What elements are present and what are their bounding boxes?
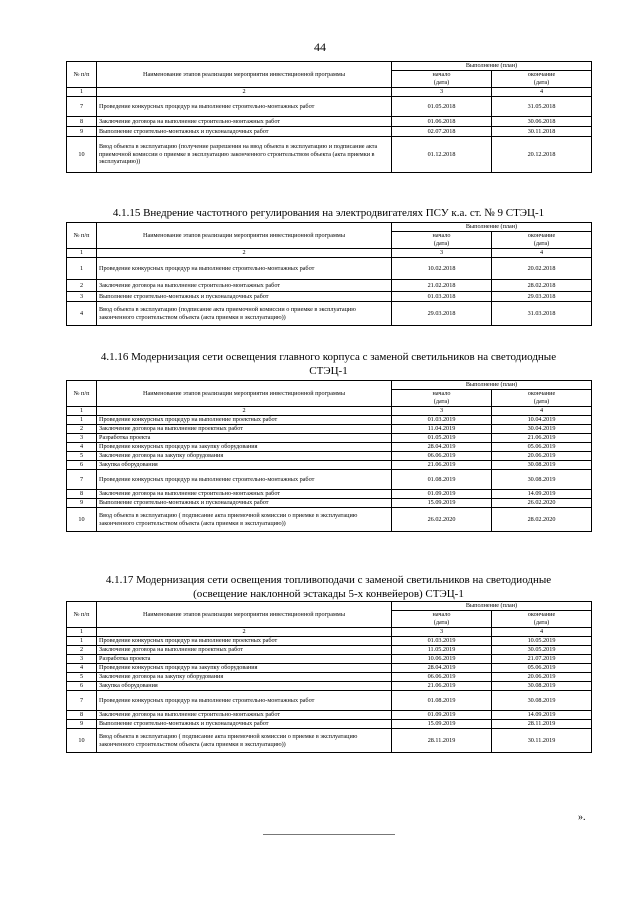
footer-rule: [263, 834, 395, 835]
start-date-cell: 06.06.2019: [392, 673, 492, 682]
section-title-text: 4.1.15 Внедрение частотного регулирования на электродвигателях ПСУ к.а. ст. № 9 СТЭЦ-1: [112, 207, 545, 219]
table-row: [67, 280, 592, 292]
table-header-row: [67, 602, 592, 611]
end-date-cell: 20.06.2019: [492, 673, 592, 682]
col-header-end: окончание (дата): [492, 71, 592, 88]
stage-name-cell: Проведение конкурсных процедур на закупку оборудования: [97, 443, 392, 452]
start-date-cell: 01.03.2019: [392, 637, 492, 646]
start-date-cell: 01.05.2018: [392, 97, 492, 117]
stage-name-cell: Проведение конкурсных процедур на выполнение проектных работ: [97, 637, 392, 646]
end-date-cell: 28.02.2018: [492, 280, 592, 292]
column-index-cell: 3: [392, 88, 492, 97]
start-date-cell: 01.09.2019: [392, 711, 492, 720]
table-index-row: [67, 249, 592, 258]
section-4-1-15-title: [66, 206, 591, 220]
end-date-cell: 05.06.2019: [492, 664, 592, 673]
end-date-cell: 20.06.2019: [492, 452, 592, 461]
stage-name-cell: Ввод объекта в эксплуатацию (подписание акта приемочной комиссии о приемке в эксплуатацию законченного строительством объекта (акта приемки в эксплуатацию)): [97, 302, 392, 326]
section-title-line-2: СТЭЦ-1: [309, 365, 348, 377]
table-row: [67, 655, 592, 664]
section-4-1-17-title: [66, 573, 591, 601]
row-number-cell: 2: [67, 280, 97, 292]
row-number-cell: 8: [67, 117, 97, 127]
row-number-cell: 9: [67, 127, 97, 137]
row-number-cell: 9: [67, 720, 97, 729]
table-row: [67, 425, 592, 434]
section-title-line-1: 4.1.17 Модернизация сети освещения топливоподачи с заменой светильников на светодиодные: [105, 574, 552, 586]
col-header-number: № п/п: [67, 62, 97, 88]
table-row: [67, 302, 592, 326]
start-date-cell: 01.09.2019: [392, 490, 492, 499]
schedule-table-4-1-15: [66, 222, 592, 326]
start-date-cell: 01.12.2018: [392, 137, 492, 173]
col-header-end: окончание (дата): [492, 611, 592, 628]
start-date-cell: 02.07.2018: [392, 127, 492, 137]
table-row: [67, 127, 592, 137]
table-row: [67, 729, 592, 753]
start-date-cell: 10.06.2019: [392, 655, 492, 664]
table-row: [67, 508, 592, 532]
end-date-cell: 28.02.2020: [492, 508, 592, 532]
column-index-cell: 3: [392, 407, 492, 416]
end-date-cell: 30.08.2019: [492, 461, 592, 470]
column-index-cell: 1: [67, 249, 97, 258]
col-header-number: № п/п: [67, 223, 97, 249]
col-header-number: № п/п: [67, 381, 97, 407]
row-number-cell: 7: [67, 691, 97, 711]
col-header-stage-name: Наименование этапов реализации мероприятия инвестиционной программы: [97, 602, 392, 628]
start-date-cell: 01.03.2018: [392, 292, 492, 302]
end-date-cell: 05.06.2019: [492, 443, 592, 452]
table-row: [67, 691, 592, 711]
row-number-cell: 2: [67, 646, 97, 655]
start-date-cell: 21.06.2019: [392, 682, 492, 691]
row-number-cell: 9: [67, 499, 97, 508]
start-date-cell: 11.04.2019: [392, 425, 492, 434]
stage-name-cell: Заключение договора на выполнение строительно-монтажных работ: [97, 280, 392, 292]
table-index-row: [67, 88, 592, 97]
row-number-cell: 4: [67, 443, 97, 452]
stage-name-cell: Проведение конкурсных процедур на выполнение строительно-монтажных работ: [97, 97, 392, 117]
start-date-cell: 21.02.2018: [392, 280, 492, 292]
row-number-cell: 5: [67, 452, 97, 461]
stage-name-cell: Заключение договора на закупку оборудования: [97, 452, 392, 461]
col-header-stage-name: Наименование этапов реализации мероприятия инвестиционной программы: [97, 381, 392, 407]
table-row: [67, 490, 592, 499]
end-date-cell: 30.08.2019: [492, 682, 592, 691]
table-header-row: [67, 62, 592, 71]
stage-name-cell: Выполнение строительно-монтажных и пусконаладочных работ: [97, 127, 392, 137]
end-date-cell: 29.03.2018: [492, 292, 592, 302]
end-date-cell: 30.04.2019: [492, 425, 592, 434]
table-row: [67, 117, 592, 127]
start-date-cell: 01.06.2018: [392, 117, 492, 127]
table-row: [67, 137, 592, 173]
stage-name-cell: Проведение конкурсных процедур на выполнение строительно-монтажных работ: [97, 691, 392, 711]
table-row: [67, 443, 592, 452]
end-date-cell: 28.11.2019: [492, 720, 592, 729]
section-title-line-2: (освещение наклонной эстакады 5-х конвейеров) СТЭЦ-1: [193, 588, 464, 600]
end-date-cell: 30.05.2019: [492, 646, 592, 655]
column-index-cell: 2: [97, 88, 392, 97]
row-number-cell: 6: [67, 461, 97, 470]
table-row: [67, 452, 592, 461]
table-row: [67, 292, 592, 302]
table-index-row: [67, 407, 592, 416]
stage-name-cell: Проведение конкурсных процедур на выполнение строительно-монтажных работ: [97, 258, 392, 280]
stage-name-cell: Заключение договора на выполнение строительно-монтажных работ: [97, 490, 392, 499]
stage-name-cell: Выполнение строительно-монтажных и пусконаладочных работ: [97, 720, 392, 729]
end-date-cell: 21.07.2019: [492, 655, 592, 664]
stage-name-cell: Закупка оборудования: [97, 682, 392, 691]
column-index-cell: 4: [492, 249, 592, 258]
end-date-cell: 21.06.2019: [492, 434, 592, 443]
row-number-cell: 1: [67, 416, 97, 425]
start-date-cell: 01.03.2019: [392, 416, 492, 425]
row-number-cell: 7: [67, 470, 97, 490]
col-header-execution-plan: Выполнение (план): [392, 381, 592, 390]
stage-name-cell: Ввод объекта в эксплуатацию (получение разрешения на ввод объекта в эксплуатацию и подписание акта приемочной комиссии о приемке в эксплуатацию законченного строительством объекта (акта приемки в эксплуатацию)): [97, 137, 392, 173]
end-date-cell: 20.12.2018: [492, 137, 592, 173]
end-date-cell: 26.02.2020: [492, 499, 592, 508]
table-row: [67, 461, 592, 470]
row-number-cell: 7: [67, 97, 97, 117]
start-date-cell: 15.09.2019: [392, 720, 492, 729]
start-date-cell: 15.09.2019: [392, 499, 492, 508]
row-number-cell: 3: [67, 434, 97, 443]
schedule-table-continued: [66, 61, 592, 173]
stage-name-cell: Заключение договора на выполнение строительно-монтажных работ: [97, 711, 392, 720]
end-date-cell: 30.08.2019: [492, 470, 592, 490]
start-date-cell: 01.08.2019: [392, 470, 492, 490]
start-date-cell: 11.05.2019: [392, 646, 492, 655]
start-date-cell: 28.04.2019: [392, 443, 492, 452]
table-row: [67, 682, 592, 691]
stage-name-cell: Выполнение строительно-монтажных и пусконаладочных работ: [97, 499, 392, 508]
end-date-cell: 30.06.2018: [492, 117, 592, 127]
table-index-row: [67, 628, 592, 637]
stage-name-cell: Заключение договора на выполнение строительно-монтажных работ: [97, 117, 392, 127]
table-row: [67, 97, 592, 117]
end-date-cell: 31.05.2018: [492, 97, 592, 117]
column-index-cell: 3: [392, 628, 492, 637]
table-row: [67, 711, 592, 720]
table-row: [67, 434, 592, 443]
start-date-cell: 26.02.2020: [392, 508, 492, 532]
stage-name-cell: Проведение конкурсных процедур на выполнение строительно-монтажных работ: [97, 470, 392, 490]
table-row: [67, 664, 592, 673]
column-index-cell: 1: [67, 88, 97, 97]
col-header-end: окончание (дата): [492, 232, 592, 249]
section-title-line-1: 4.1.16 Модернизация сети освещения главного корпуса с заменой светильников на светодиодные: [100, 351, 557, 363]
column-index-cell: 1: [67, 628, 97, 637]
col-header-start: начало (дата): [392, 71, 492, 88]
col-header-execution-plan: Выполнение (план): [392, 62, 592, 71]
stage-name-cell: Разработка проекта: [97, 655, 392, 664]
col-header-execution-plan: Выполнение (план): [392, 223, 592, 232]
start-date-cell: 28.04.2019: [392, 664, 492, 673]
row-number-cell: 10: [67, 508, 97, 532]
column-index-cell: 4: [492, 88, 592, 97]
col-header-start: начало (дата): [392, 390, 492, 407]
col-header-end: окончание (дата): [492, 390, 592, 407]
stage-name-cell: Выполнение строительно-монтажных и пусконаладочных работ: [97, 292, 392, 302]
row-number-cell: 8: [67, 711, 97, 720]
table-row: [67, 637, 592, 646]
start-date-cell: 29.03.2018: [392, 302, 492, 326]
start-date-cell: 06.06.2019: [392, 452, 492, 461]
table-row: [67, 416, 592, 425]
end-date-cell: 20.02.2018: [492, 258, 592, 280]
stage-name-cell: Проведение конкурсных процедур на закупку оборудования: [97, 664, 392, 673]
stage-name-cell: Заключение договора на выполнение проектных работ: [97, 646, 392, 655]
stage-name-cell: Закупка оборудования: [97, 461, 392, 470]
table-row: [67, 470, 592, 490]
section-4-1-16-title: [66, 350, 591, 378]
col-header-start: начало (дата): [392, 232, 492, 249]
table-row: [67, 673, 592, 682]
end-date-cell: 14.09.2019: [492, 711, 592, 720]
col-header-execution-plan: Выполнение (план): [392, 602, 592, 611]
start-date-cell: 10.02.2018: [392, 258, 492, 280]
row-number-cell: 4: [67, 664, 97, 673]
column-index-cell: 2: [97, 249, 392, 258]
stage-name-cell: Заключение договора на закупку оборудования: [97, 673, 392, 682]
row-number-cell: 5: [67, 673, 97, 682]
end-date-cell: 14.09.2019: [492, 490, 592, 499]
col-header-stage-name: Наименование этапов реализации мероприятия инвестиционной программы: [97, 62, 392, 88]
end-date-cell: 31.03.2018: [492, 302, 592, 326]
end-date-cell: 30.11.2018: [492, 127, 592, 137]
stage-name-cell: Ввод объекта в эксплуатацию ( подписание акта приемочной комиссии о приемке в эксплуатацию законченного строительством объекта (акта приемки в эксплуатацию)): [97, 729, 392, 753]
row-number-cell: 6: [67, 682, 97, 691]
start-date-cell: 01.05.2019: [392, 434, 492, 443]
column-index-cell: 4: [492, 407, 592, 416]
schedule-table-4-1-17: [66, 601, 592, 753]
start-date-cell: 21.06.2019: [392, 461, 492, 470]
start-date-cell: 28.11.2019: [392, 729, 492, 753]
closing-mark: ».: [578, 812, 586, 823]
end-date-cell: 30.08.2019: [492, 691, 592, 711]
row-number-cell: 10: [67, 137, 97, 173]
stage-name-cell: Заключение договора на выполнение проектных работ: [97, 425, 392, 434]
column-index-cell: 1: [67, 407, 97, 416]
start-date-cell: 01.08.2019: [392, 691, 492, 711]
stage-name-cell: Проведение конкурсных процедур на выполнение проектных работ: [97, 416, 392, 425]
table-row: [67, 646, 592, 655]
row-number-cell: 4: [67, 302, 97, 326]
page-number: 44: [314, 40, 326, 54]
col-header-stage-name: Наименование этапов реализации мероприятия инвестиционной программы: [97, 223, 392, 249]
end-date-cell: 30.11.2019: [492, 729, 592, 753]
row-number-cell: 10: [67, 729, 97, 753]
row-number-cell: 3: [67, 292, 97, 302]
schedule-table-4-1-16: [66, 380, 592, 532]
table-row: [67, 720, 592, 729]
row-number-cell: 2: [67, 425, 97, 434]
column-index-cell: 3: [392, 249, 492, 258]
table-row: [67, 499, 592, 508]
table-row: [67, 258, 592, 280]
row-number-cell: 8: [67, 490, 97, 499]
end-date-cell: 10.05.2019: [492, 637, 592, 646]
col-header-start: начало (дата): [392, 611, 492, 628]
col-header-number: № п/п: [67, 602, 97, 628]
end-date-cell: 10.04.2019: [492, 416, 592, 425]
table-header-row: [67, 381, 592, 390]
column-index-cell: 2: [97, 628, 392, 637]
table-header-row: [67, 223, 592, 232]
row-number-cell: 1: [67, 258, 97, 280]
row-number-cell: 3: [67, 655, 97, 664]
column-index-cell: 2: [97, 407, 392, 416]
stage-name-cell: Ввод объекта в эксплуатацию ( подписание акта приемочной комиссии о приемке в эксплуатацию законченного строительством объекта (акта приемки в эксплуатацию)): [97, 508, 392, 532]
column-index-cell: 4: [492, 628, 592, 637]
row-number-cell: 1: [67, 637, 97, 646]
stage-name-cell: Разработка проекта: [97, 434, 392, 443]
